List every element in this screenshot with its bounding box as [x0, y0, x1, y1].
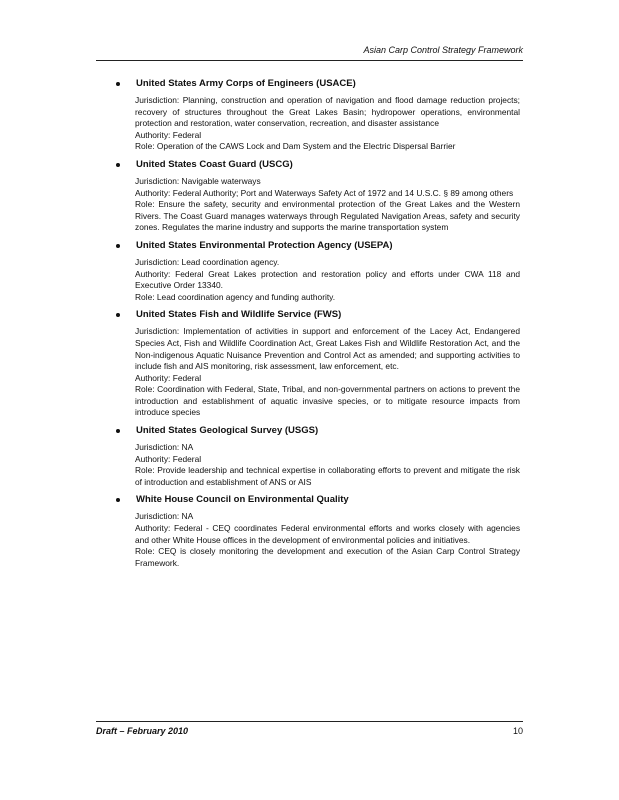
agency-heading	[114, 240, 520, 252]
agency-field	[135, 257, 520, 269]
header-rule	[96, 60, 523, 61]
agency-heading	[114, 425, 520, 437]
field-text: Operation of the CAWS Lock and Dam System and the Electric Dispersal Barrier	[156, 141, 456, 152]
field-text: Lead coordination agency and funding authority.	[156, 291, 336, 302]
agency-list	[114, 78, 520, 575]
footer-rule	[96, 721, 523, 722]
field-text: Federal	[172, 372, 202, 383]
field-label: Jurisdiction:	[135, 442, 180, 453]
field-text: Planning, construction and operation of navigation and flood damage reduction projects; recovery of structures throughout the Great Lakes Basin; hydropower operations, environmental protection and restoration, water conservation, recreation, and disaster assistance	[135, 95, 520, 129]
agency-entry	[114, 425, 520, 488]
field-text: Federal	[172, 129, 202, 140]
agency-field	[135, 292, 520, 304]
agency-field	[135, 454, 520, 466]
field-label: Authority:	[135, 372, 171, 383]
agency-heading	[114, 159, 520, 171]
agency-field	[135, 465, 520, 488]
agency-name: United States Geological Survey (USGS)	[136, 425, 319, 437]
agency-field	[135, 141, 520, 153]
bullet-icon	[116, 244, 120, 248]
field-text: Provide leadership and technical expertise in collaborating efforts to prevent and mitigate the risk of introduction and establishment of ANS or AIS	[135, 465, 520, 487]
field-label: Role:	[135, 199, 155, 210]
agency-field	[135, 442, 520, 454]
agency-field	[135, 523, 520, 546]
field-label: Authority:	[135, 523, 171, 534]
field-text: Ensure the safety, security and environmental protection of the Great Lakes and the Western Rivers. The Coast Guard manages waterways through Regulated Navigation Areas, safety and security zones. Regulates the marine industry and supports the marine transportation system	[135, 199, 520, 233]
field-text: Coordination with Federal, State, Tribal, and non-governmental partners on actions to prevent the introduction and establishment of aquatic invasive species, or to mitigate resource impacts from introduce species	[135, 384, 520, 418]
agency-field	[135, 130, 520, 142]
field-text: CEQ is closely monitoring the development and execution of the Asian Carp Control Strategy Framework.	[135, 546, 521, 568]
agency-field	[135, 188, 520, 200]
field-text: Navigable waterways	[181, 175, 261, 186]
field-text: NA	[181, 511, 194, 522]
agency-name: United States Environmental Protection Agency (USEPA)	[136, 239, 393, 251]
agency-field	[135, 384, 520, 419]
field-label: Role:	[135, 291, 155, 302]
field-label: Jurisdiction:	[135, 256, 180, 267]
field-label: Jurisdiction:	[135, 511, 180, 522]
field-label: Jurisdiction:	[135, 326, 180, 337]
agency-heading	[114, 309, 520, 321]
agency-entry	[114, 309, 520, 419]
field-text: Federal Authority; Port and Waterways Safety Act of 1972 and 14 U.S.C. § 89 among others	[172, 187, 514, 198]
field-label: Authority:	[135, 129, 171, 140]
bullet-icon	[116, 498, 120, 502]
agency-entry	[114, 78, 520, 153]
agency-entry	[114, 159, 520, 234]
field-label: Role:	[135, 546, 155, 557]
agency-entry	[114, 494, 520, 569]
agency-name: United States Fish and Wildlife Service (FWS)	[136, 309, 342, 321]
agency-field	[135, 95, 520, 130]
agency-field	[135, 176, 520, 188]
agency-field	[135, 199, 520, 234]
field-text: NA	[181, 442, 194, 453]
page-number: 10	[512, 726, 523, 736]
footer-draft-date: Draft – February 2010	[96, 726, 189, 736]
agency-heading	[114, 494, 520, 506]
field-text: Implementation of activities in support and enforcement of the Lacey Act, Endangered Species Act, Fish and Wildlife Coordination Act, Great Lakes Fish and Wildlife Restoration Act, and the Non-indigenous Aquatic Nuisance Prevention and Control Act as amended; and supporting activities to include fish and AIS monitoring, risk assessment, law enforcement, etc.	[135, 326, 520, 372]
field-label: Authority:	[135, 187, 171, 198]
agency-name: United States Coast Guard (USCG)	[136, 158, 293, 170]
field-label: Jurisdiction:	[135, 95, 180, 105]
field-label: Authority:	[135, 268, 171, 279]
field-text: Federal Great Lakes protection and restoration policy and efforts under CWA 118 and Executive Order 13340.	[135, 268, 521, 291]
field-label: Jurisdiction:	[135, 175, 180, 186]
agency-field	[135, 326, 520, 372]
bullet-icon	[116, 163, 120, 167]
field-label: Role:	[135, 141, 155, 152]
agency-heading	[114, 78, 520, 90]
bullet-icon	[116, 82, 120, 86]
field-label: Authority:	[135, 453, 171, 464]
bullet-icon	[116, 313, 120, 317]
field-text: Federal - CEQ coordinates Federal environmental efforts and works closely with agencies and other White House offices in the development of environmental policies and initiatives.	[135, 523, 521, 545]
field-text: Federal	[172, 453, 202, 464]
agency-name: United States Army Corps of Engineers (USACE)	[136, 78, 356, 89]
field-label: Role:	[135, 384, 155, 395]
agency-field	[135, 269, 520, 292]
agency-entry	[114, 240, 520, 303]
agency-name: White House Council on Environmental Quality	[136, 494, 349, 506]
agency-field	[135, 511, 520, 523]
agency-field	[135, 373, 520, 385]
bullet-icon	[116, 429, 120, 433]
field-text: Lead coordination agency.	[181, 256, 280, 267]
running-header-title: Asian Carp Control Strategy Framework	[363, 45, 523, 55]
agency-field	[135, 546, 520, 569]
field-label: Role:	[135, 465, 155, 476]
